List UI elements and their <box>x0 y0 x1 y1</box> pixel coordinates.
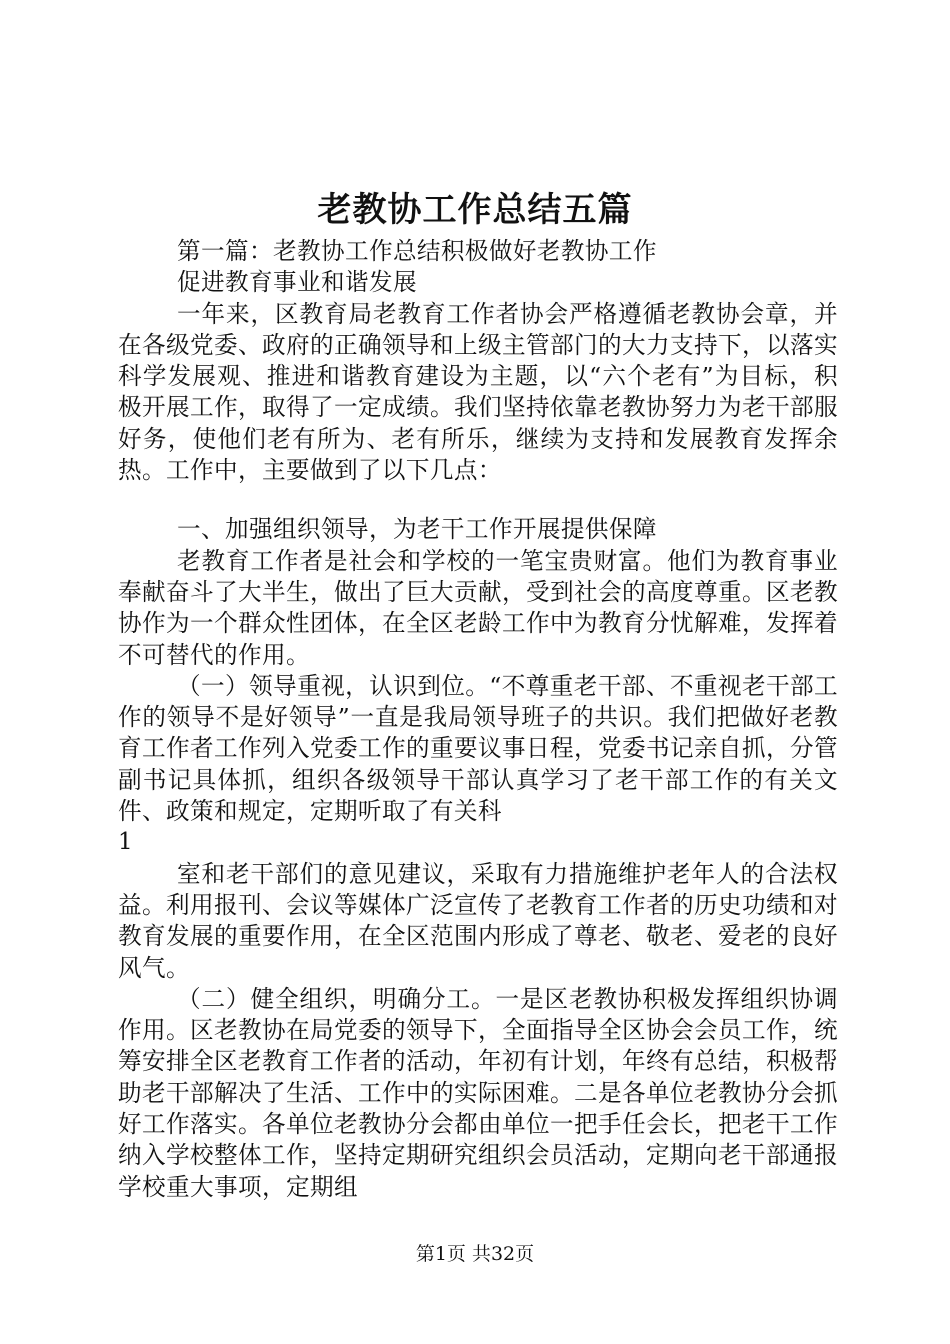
page-footer: 第1页 共32页 <box>415 1243 535 1265</box>
section-heading-1: 一、加强组织领导，为老干工作开展提供保障 <box>177 515 657 544</box>
paragraph-2: 老教育工作者是社会和学校的一笔宝贵财富。他们为教育事业奉献奋斗了大半生，做出了巨大贡献，受到社会的高度尊重。区老教协作为一个群众性团体，在全区老龄工作中为教育分忧解难，发挥着不可替代的作用。 <box>118 546 838 669</box>
paragraph-intro: 一年来，区教育局老教育工作者协会严格遵循老教协会章，并在各级党委、政府的正确领导和上级主管部门的大力支持下，以落实科学发展观、推进和谐教育建设为主题，以“六个老有”为目标，积极开展工作，取得了一定成绩。我们坚持依靠老教协努力为老干部服好务，使他们老有所为、老有所乐，继续为支持和发展教育发挥余热。工作中，主要做到了以下几点： <box>118 299 838 485</box>
document-body <box>118 236 838 1203</box>
paragraph-gap <box>118 486 838 514</box>
paragraph-5: （二）健全组织，明确分工。一是区老教协积极发挥组织协调作用。区老教协在局党委的领导下，全面指导全区协会会员工作，统筹安排全区老教育工作者的活动，年初有计划，年终有总结，积极帮助老干部解决了生活、工作中的实际困难。二是各单位老教协分会抓好工作落实。各单位老教协分会都由单位一把手任会长，把老干工作纳入学校整体工作，坚持定期研究组织会员活动，定期向老干部通报学校重大事项，定期组 <box>118 984 838 1201</box>
paragraph-4: 室和老干部们的意见建议，采取有力措施维护老年人的合法权益。利用报刊、会议等媒体广泛宣传了老教育工作者的历史功绩和对教育发展的重要作用，在全区范围内形成了尊老、敬老、爱老的良好风气。 <box>118 859 838 982</box>
chapter-heading-line-1: 第一篇：老教协工作总结积极做好老教协工作 <box>177 237 657 265</box>
document-title: 老教协工作总结五篇 <box>317 190 633 230</box>
inline-page-number: 1 <box>118 829 134 856</box>
paragraph-3: （一）领导重视，认识到位。“不尊重老干部、不重视老干部工作的领导不是好领导”一直是我局领导班子的共识。我们把做好老教育工作者工作列入党委工作的重要议事日程，党委书记亲自抓，分管副书记具体抓，组织各级领导干部认真学习了老干部工作的有关文件、政策和规定，定期听取了有关科 <box>118 671 838 826</box>
chapter-heading-line-2: 促进教育事业和谐发展 <box>177 268 417 297</box>
